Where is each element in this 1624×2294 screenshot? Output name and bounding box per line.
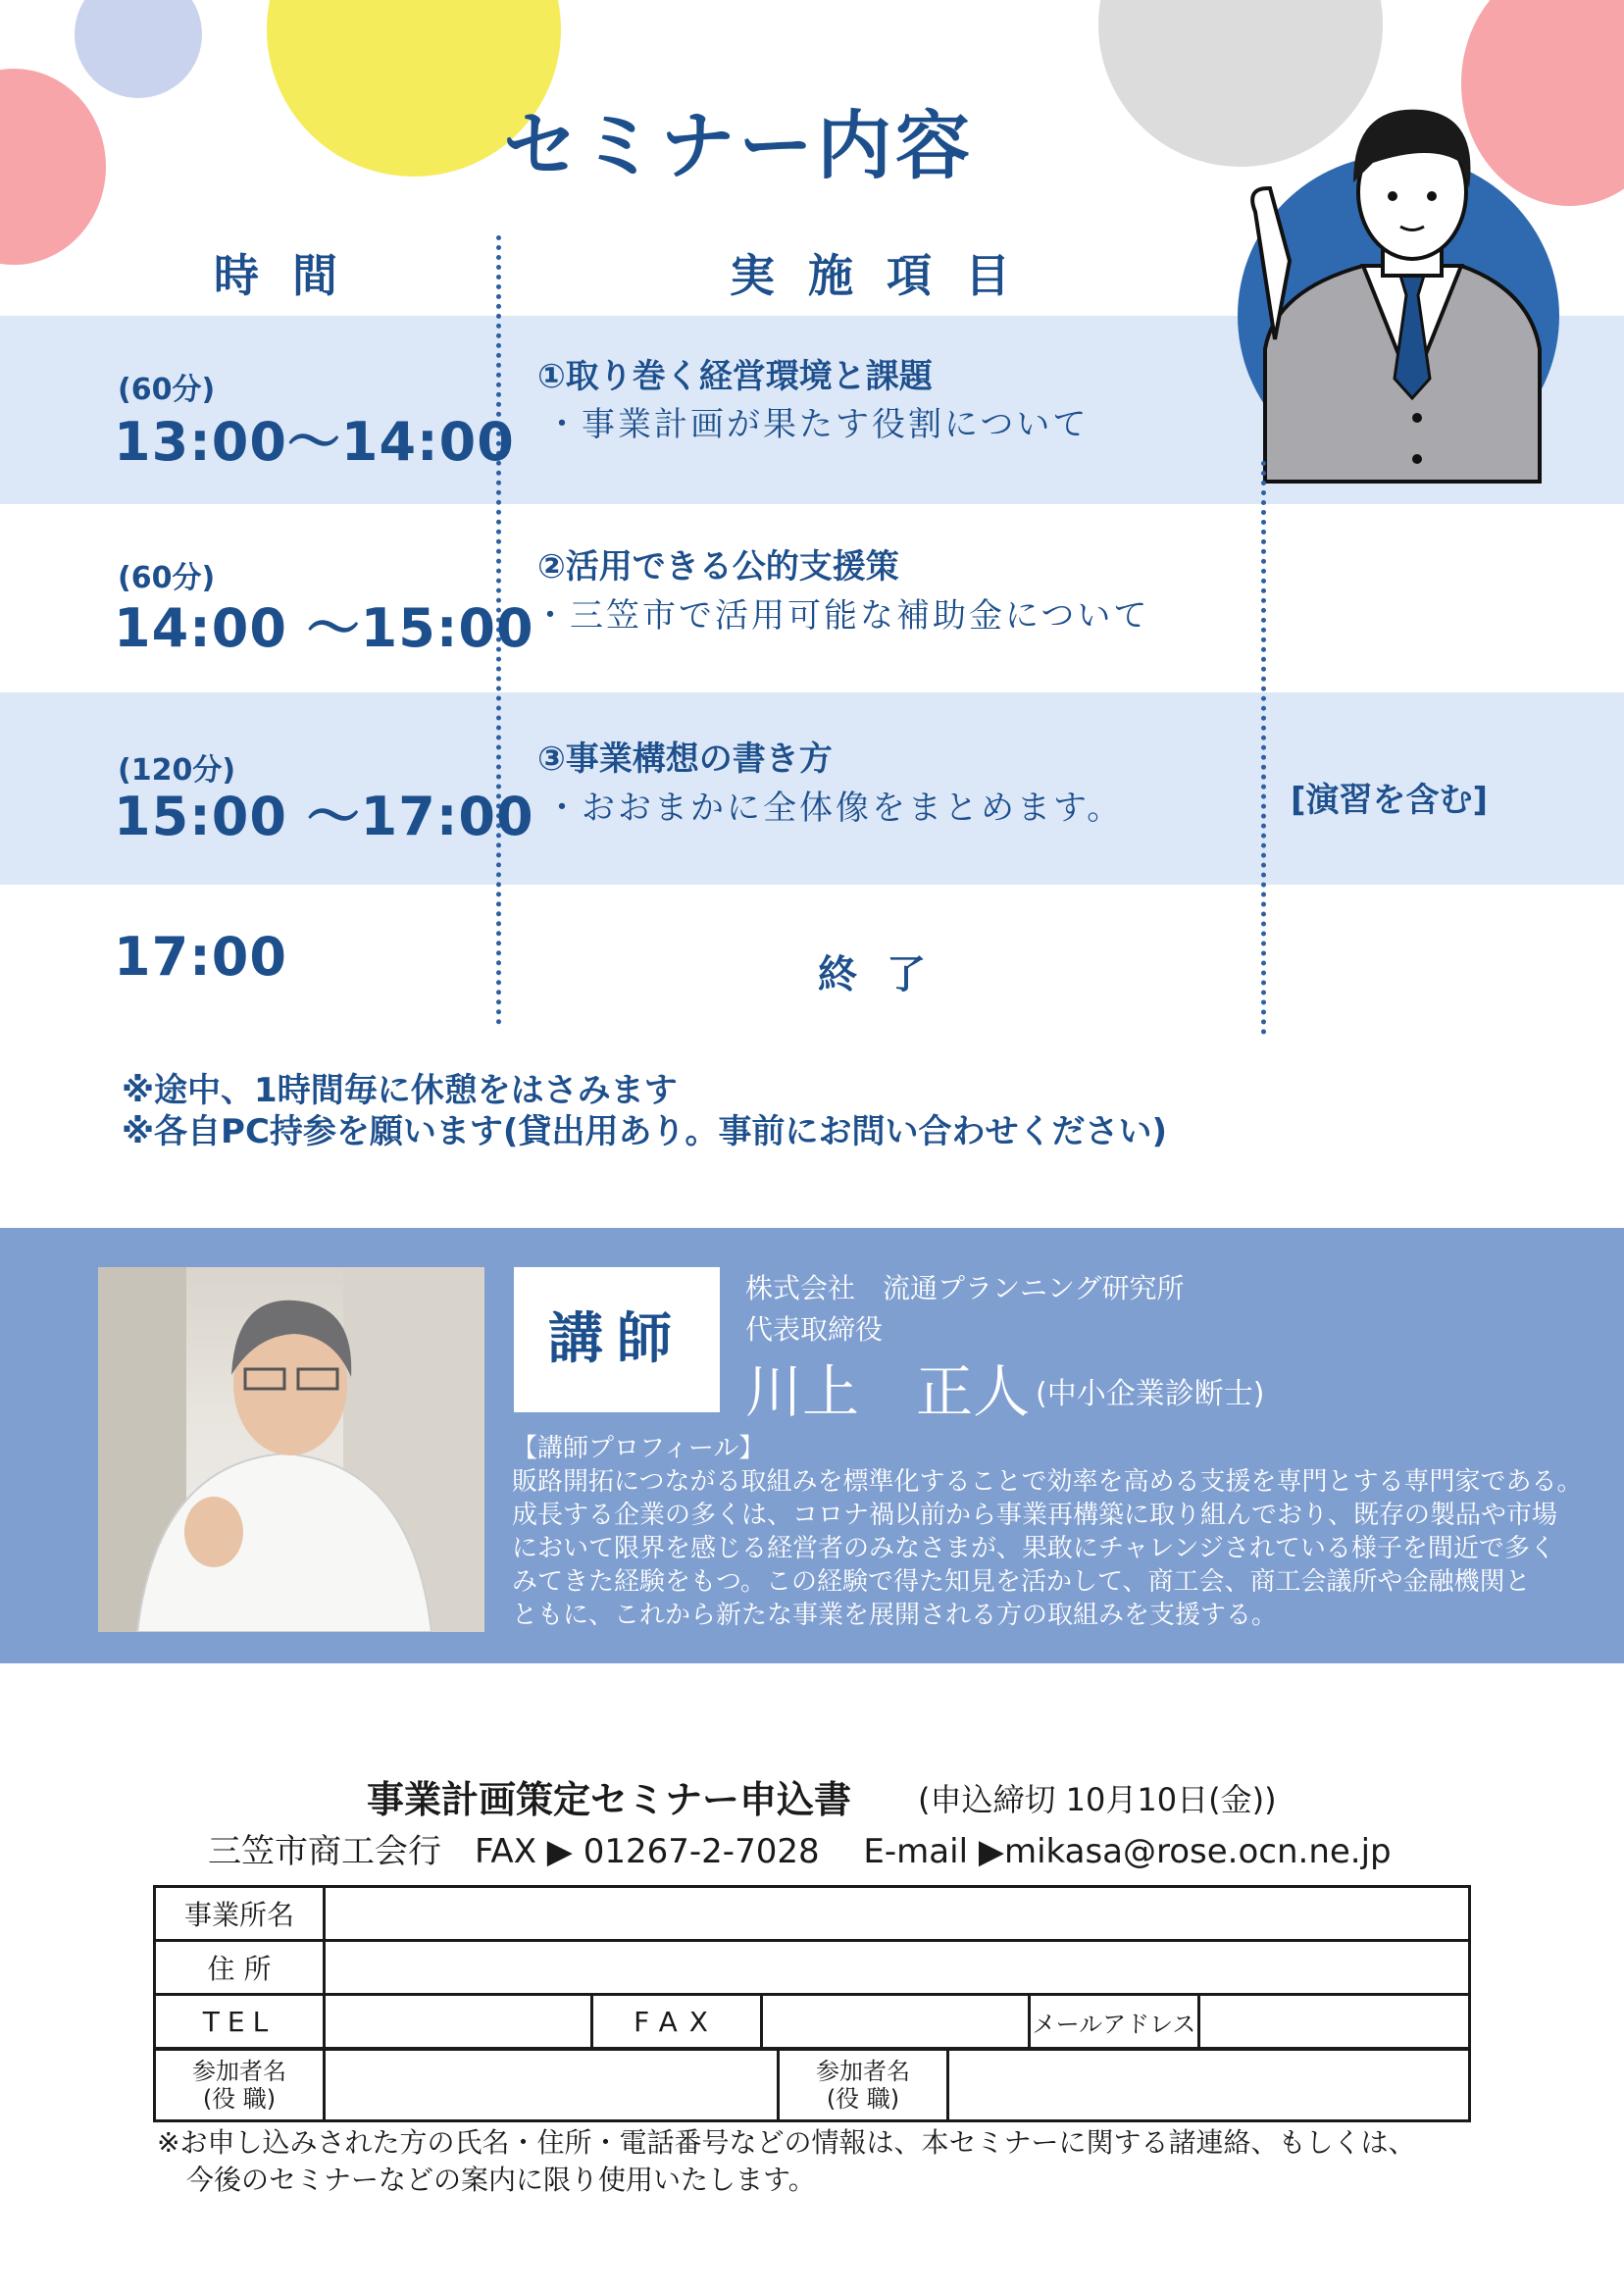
row-3-title: ③事業構想の書き方 bbox=[537, 739, 833, 779]
row-3-duration: (120分) bbox=[118, 753, 236, 788]
input-tel[interactable] bbox=[325, 1995, 592, 2049]
row-1-time: 13:00～14:00 bbox=[114, 411, 515, 473]
input-address[interactable] bbox=[325, 1941, 1470, 1995]
label-tel: TEL bbox=[155, 1995, 325, 2049]
label-participant-2-role: (役 職) bbox=[826, 2085, 900, 2113]
input-participant-2[interactable] bbox=[948, 2050, 1470, 2121]
input-email[interactable] bbox=[1199, 1995, 1470, 2049]
presenter-illustration bbox=[1216, 94, 1589, 486]
row-1-title: ①取り巻く経営環境と課題 bbox=[537, 357, 933, 396]
profile-line-3: において限界を感じる経営者のみなさまが、果敢にチャレンジされている様子を間近で多く bbox=[512, 1534, 1555, 1563]
privacy-line-2: 今後のセミナーなどの案内に限り使用いたします。 bbox=[186, 2164, 816, 2196]
column-heading-items: 実施項目 bbox=[730, 249, 1043, 302]
label-fax: FAX bbox=[592, 1995, 762, 2049]
separator-right bbox=[1261, 461, 1266, 1035]
lecturer-photo bbox=[98, 1267, 484, 1632]
row-4-title: 終了 bbox=[818, 952, 955, 997]
application-form bbox=[153, 1885, 1471, 2050]
label-participant-2-name: 参加者名 bbox=[816, 2058, 910, 2085]
row-2-time: 14:00 ～15:00 bbox=[114, 597, 534, 659]
form-deadline: (申込締切 10月10日(金)) bbox=[918, 1781, 1277, 1818]
label-address: 住 所 bbox=[155, 1941, 325, 1995]
label-participant-1-role: (役 職) bbox=[202, 2085, 277, 2113]
note-breaks: ※途中、1時間毎に休憩をはさみます bbox=[122, 1071, 678, 1110]
lecturer-name: 川上 正人 bbox=[745, 1358, 1031, 1425]
form-contact: 三笠市商工会行 FAX ▶ 01267-2-7028 E-mail ▶mikasa@rose.ocn.ne.jp bbox=[208, 1832, 1392, 1871]
lecturer-label: 講師 bbox=[514, 1267, 720, 1412]
profile-line-4: みてきた経験をもつ。この経験で得た知見を活かして、商工会、商工会議所や金融機関と bbox=[512, 1567, 1531, 1597]
profile-line-2: 成長する企業の多くは、コロナ禍以前から事業再構築に取り組んでおり、既存の製品や市場 bbox=[512, 1501, 1558, 1530]
profile-heading: 【講師プロフィール】 bbox=[512, 1434, 765, 1463]
label-email: メールアドレス bbox=[1030, 1995, 1199, 2049]
page-title: セミナー内容 bbox=[503, 102, 974, 189]
privacy-line-1: ※お申し込みされた方の氏名・住所・電話番号などの情報は、本セミナーに関する諸連絡、もしくは、 bbox=[157, 2126, 1416, 2159]
row-3-extra: [演習を含む] bbox=[1291, 781, 1489, 820]
label-participant-1 bbox=[155, 2050, 325, 2121]
lecturer-qualification: (中小企業診断士) bbox=[1036, 1377, 1265, 1411]
input-company[interactable] bbox=[325, 1887, 1470, 1941]
application-form-participants bbox=[153, 2048, 1471, 2122]
note-pc: ※各自PC持参を願います(貸出用あり。事前にお問い合わせください) bbox=[122, 1112, 1168, 1151]
row-2-title: ②活用できる公的支援策 bbox=[537, 547, 899, 586]
label-participant-2 bbox=[779, 2050, 948, 2121]
column-heading-time: 時間 bbox=[214, 249, 371, 302]
profile-line-5: ともに、これから新たな事業を展開される方の取組みを支援する。 bbox=[512, 1601, 1278, 1630]
decor-circle-blue bbox=[75, 0, 202, 98]
label-company: 事業所名 bbox=[155, 1887, 325, 1941]
profile-line-1: 販路開拓につながる取組みを標準化することで効率を高める支援を専門とする専門家である。 bbox=[512, 1467, 1583, 1497]
row-4-time: 17:00 bbox=[114, 926, 287, 988]
row-1-desc: ・事業計画が果たす役割について bbox=[545, 405, 1090, 444]
input-fax[interactable] bbox=[762, 1995, 1030, 2049]
row-3-desc: ・おおまかに全体像をまとめます。 bbox=[545, 789, 1124, 828]
form-title: 事業計画策定セミナー申込書 bbox=[367, 1778, 852, 1821]
row-2-duration: (60分) bbox=[118, 561, 216, 595]
lecturer-company: 株式会社 流通プランニング研究所 bbox=[745, 1272, 1185, 1304]
row-1-duration: (60分) bbox=[118, 373, 216, 407]
row-3-time: 15:00 ～17:00 bbox=[114, 786, 534, 847]
input-participant-1[interactable] bbox=[325, 2050, 779, 2121]
label-participant-1-name: 参加者名 bbox=[192, 2058, 286, 2085]
lecturer-role: 代表取締役 bbox=[745, 1313, 884, 1346]
row-2-desc: ・三笠市で活用可能な補助金について bbox=[533, 596, 1150, 636]
